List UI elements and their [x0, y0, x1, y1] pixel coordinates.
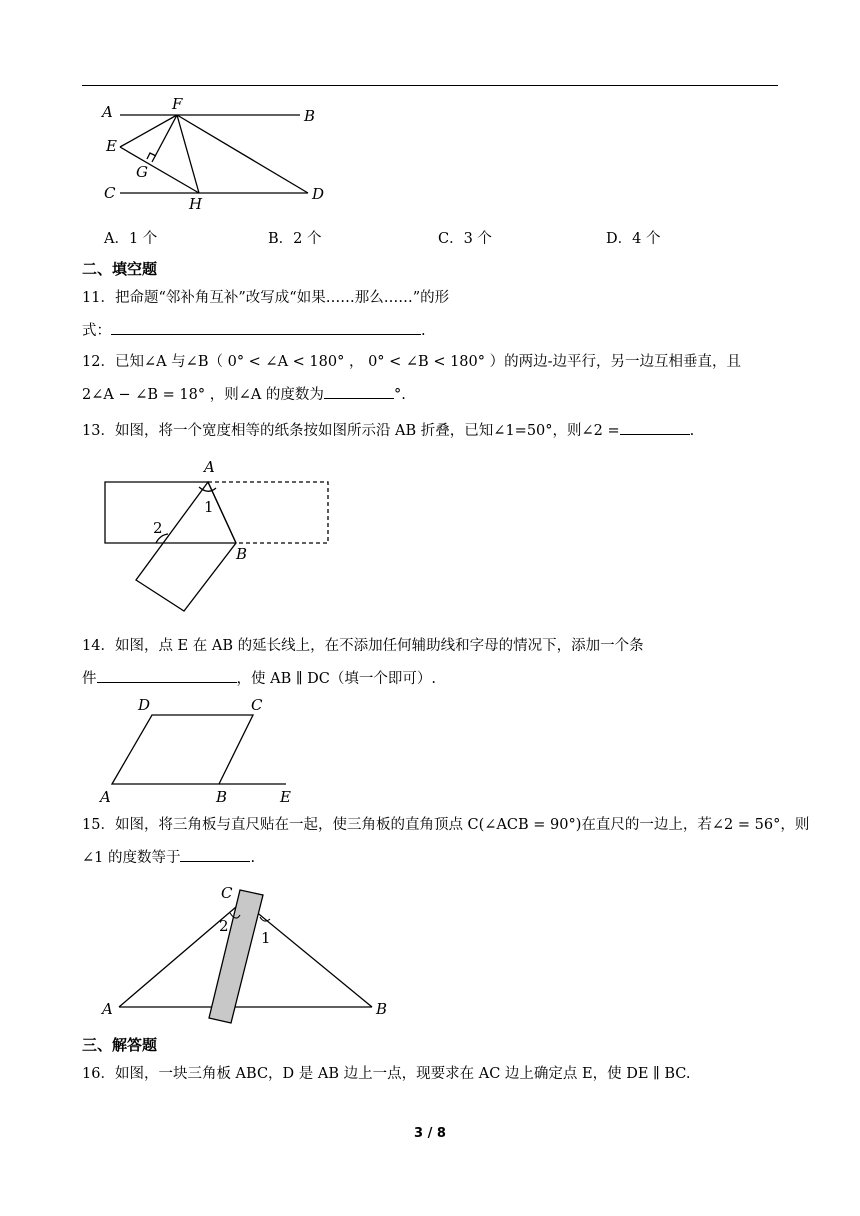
q10-option-b: B．2 个 [268, 231, 322, 247]
q10-option-a: A．1 个 [104, 231, 158, 247]
q10-option-c: C．3 个 [438, 231, 492, 247]
q12-line2: 2∠A − ∠B = 18° ，则∠A 的度数为 °. [82, 384, 406, 405]
label-H: H [189, 195, 203, 213]
label-D: D [312, 185, 325, 203]
q14-line1: 14．如图，点 E 在 AB 的延长线上，在不添加任何辅助线和字母的情况下，添加一个条 [82, 638, 644, 654]
label-E: E [106, 137, 117, 155]
answer-blank-q15[interactable] [180, 847, 250, 862]
section-heading-solve: 三、解答题 [82, 1036, 158, 1054]
label-E: E [280, 788, 291, 806]
label-A: A [204, 458, 215, 476]
section-heading-fill-in: 二、填空题 [82, 260, 158, 278]
q16-line: 16．如图，一块三角板 ABC，D 是 AB 边上一点，现要求在 AC 边上确定点 E，使 DE ∥ BC. [82, 1066, 691, 1082]
answer-blank-q14[interactable] [97, 668, 237, 683]
label-B: B [376, 1000, 388, 1018]
label-C: C [251, 696, 263, 714]
label-G: G [136, 163, 148, 181]
figure-q13 [100, 455, 340, 615]
label-A: A [102, 1000, 113, 1018]
q15-line1: 15．如图，将三角板与直尺贴在一起，使三角板的直角顶点 C(∠ACB = 90°)在直尺的一边上，若∠2 = 56°，则 [82, 817, 810, 833]
label-D: D [138, 696, 151, 714]
q12-line1: 12．已知∠A 与∠B（ 0° < ∠A < 180° ， 0° < ∠B < 180° ）的两边-边平行，另一边互相垂直，且 [82, 354, 742, 370]
figure-q14 [100, 695, 300, 805]
q10-option-d: D．4 个 [606, 231, 661, 247]
q15-line2: ∠1 的度数等于 . [82, 847, 255, 868]
label-B: B [304, 107, 316, 125]
label-1: 1 [204, 498, 214, 516]
answer-blank-q13[interactable] [620, 420, 690, 435]
figure-q15 [100, 880, 400, 1030]
figure-q10 [100, 95, 340, 215]
label-C: C [221, 884, 233, 902]
label-C: C [104, 184, 116, 202]
page-number: 3 / 8 [414, 1126, 446, 1141]
label-B: B [216, 788, 228, 806]
q13-line: 13．如图，将一个宽度相等的纸条按如图所示沿 AB 折叠，已知∠1=50°，则∠2 = . [82, 420, 694, 441]
label-A: A [102, 103, 113, 121]
label-2: 2 [219, 917, 229, 935]
answer-blank-q11[interactable] [111, 320, 421, 335]
answer-blank-q12[interactable] [324, 384, 394, 399]
q11-line2: 式： . [82, 320, 426, 341]
label-B: B [236, 545, 248, 563]
label-1: 1 [261, 929, 271, 947]
label-2: 2 [153, 519, 163, 537]
label-A: A [100, 788, 111, 806]
header-rule [82, 85, 778, 86]
q11-line1: 11．把命题“邻补角互补”改写成“如果……那么……”的形 [82, 290, 450, 306]
q14-line2: 件 ，使 AB ∥ DC（填一个即可）. [82, 668, 436, 689]
label-F: F [172, 95, 183, 113]
ruler [209, 890, 263, 1023]
